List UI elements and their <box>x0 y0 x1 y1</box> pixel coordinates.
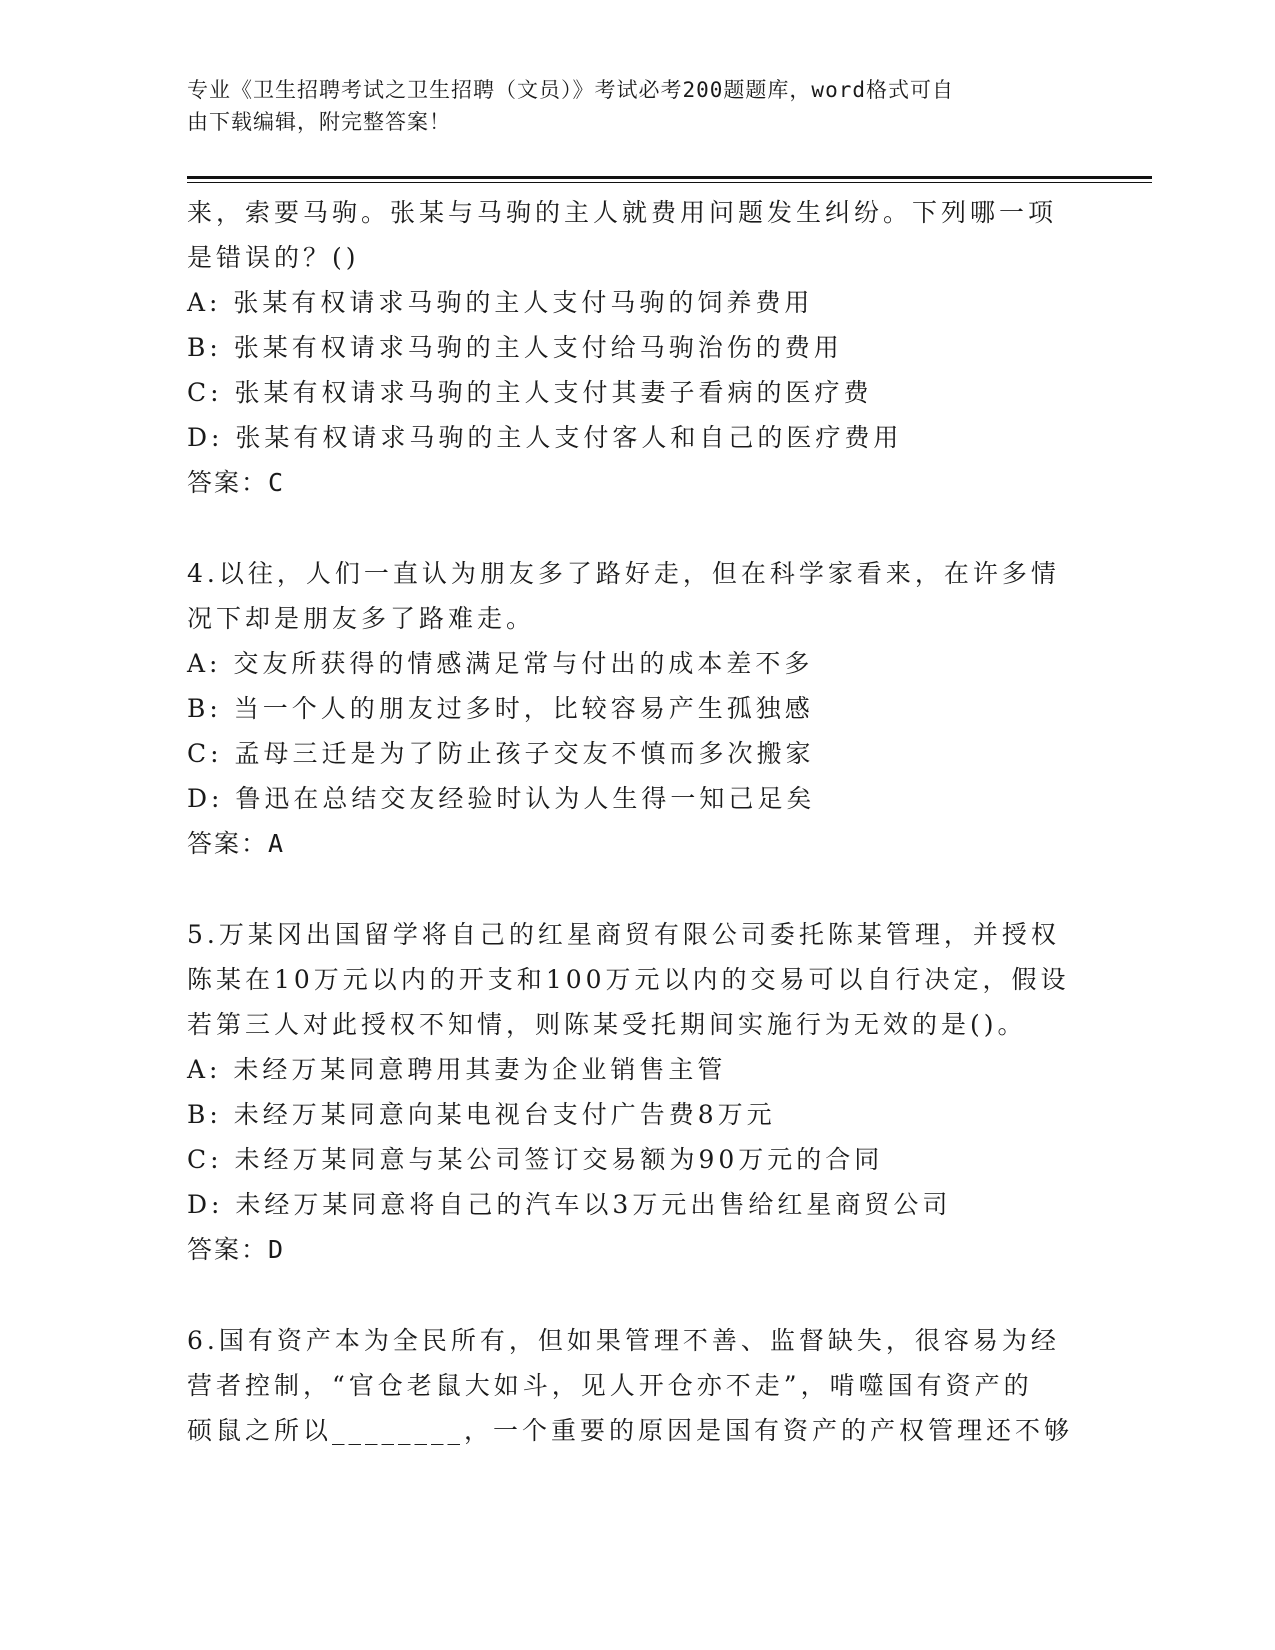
header-title-line-2: 由下载编辑，附完整答案！ <box>187 110 451 134</box>
question-list <box>187 190 1087 1453</box>
question-block <box>187 551 1087 866</box>
spacer <box>187 505 1087 551</box>
answer-label: 答案： <box>187 1235 269 1264</box>
option-c: C: 未经万某同意与某公司签订交易额为90万元的合同 <box>187 1145 884 1174</box>
option-b: B: 张某有权请求马驹的主人支付给马驹治伤的费用 <box>187 333 843 362</box>
spacer <box>187 866 1087 912</box>
document-header <box>187 74 1067 138</box>
question-text-line: 若第三人对此授权不知情，则陈某受托期间实施行为无效的是()。 <box>187 1010 1027 1039</box>
option-b: B: 当一个人的朋友过多时，比较容易产生孤独感 <box>187 694 814 723</box>
option-b: B: 未经万某同意向某电视台支付广告费8万元 <box>187 1100 776 1129</box>
question-text-line: 况下却是朋友多了路难走。 <box>187 604 536 633</box>
question-text-line: 4.以往，人们一直认为朋友多了路好走，但在科学家看来，在许多情 <box>187 559 1060 588</box>
question-text-line: 5.万某冈出国留学将自己的红星商贸有限公司委托陈某管理，并授权 <box>187 920 1060 949</box>
question-block <box>187 912 1087 1272</box>
question-block <box>187 1318 1087 1453</box>
option-d: D: 未经万某同意将自己的汽车以3万元出售给红星商贸公司 <box>187 1190 952 1219</box>
answer-line <box>187 460 1087 505</box>
answer-line <box>187 821 1087 866</box>
question-text-line: 营者控制，“官仓老鼠大如斗，见人开仓亦不走”，啃噬国有资产的 <box>187 1371 1033 1400</box>
option-d: D: 张某有权请求马驹的主人支付客人和自己的医疗费用 <box>187 423 903 452</box>
question-block <box>187 190 1087 505</box>
question-text-line: 来，索要马驹。张某与马驹的主人就费用问题发生纠纷。下列哪一项 <box>187 198 1058 227</box>
answer-value: C <box>268 468 286 497</box>
option-a: A: 未经万某同意聘用其妻为企业销售主管 <box>187 1055 727 1084</box>
question-text-line: 陈某在10万元以内的开支和100万元以内的交易可以自行决定，假设 <box>187 965 1070 994</box>
header-rule-thick <box>187 176 1152 179</box>
answer-line <box>187 1227 1087 1272</box>
option-d: D: 鲁迅在总结交友经验时认为人生得一知己足矣 <box>187 784 816 813</box>
answer-value: A <box>268 829 286 858</box>
option-c: C: 孟母三迁是为了防止孩子交友不慎而多次搬家 <box>187 739 815 768</box>
answer-label: 答案： <box>187 829 269 858</box>
header-title-line-1: 专业《卫生招聘考试之卫生招聘（文员）》考试必考200题题库，word格式可自 <box>187 78 954 102</box>
option-a: A: 张某有权请求马驹的主人支付马驹的饲养费用 <box>187 288 814 317</box>
header-rule-thin <box>187 182 1152 183</box>
option-a: A: 交友所获得的情感满足常与付出的成本差不多 <box>187 649 814 678</box>
spacer <box>187 1272 1087 1318</box>
option-c: C: 张某有权请求马驹的主人支付其妻子看病的医疗费 <box>187 378 873 407</box>
question-text-line: 是错误的？() <box>187 243 360 272</box>
answer-label: 答案： <box>187 468 269 497</box>
answer-value: D <box>268 1235 286 1264</box>
question-text-line: 硕鼠之所以________，一个重要的原因是国有资产的产权管理还不够 <box>187 1416 1074 1445</box>
question-text-line: 6.国有资产本为全民所有，但如果管理不善、监督缺失，很容易为经 <box>187 1326 1060 1355</box>
